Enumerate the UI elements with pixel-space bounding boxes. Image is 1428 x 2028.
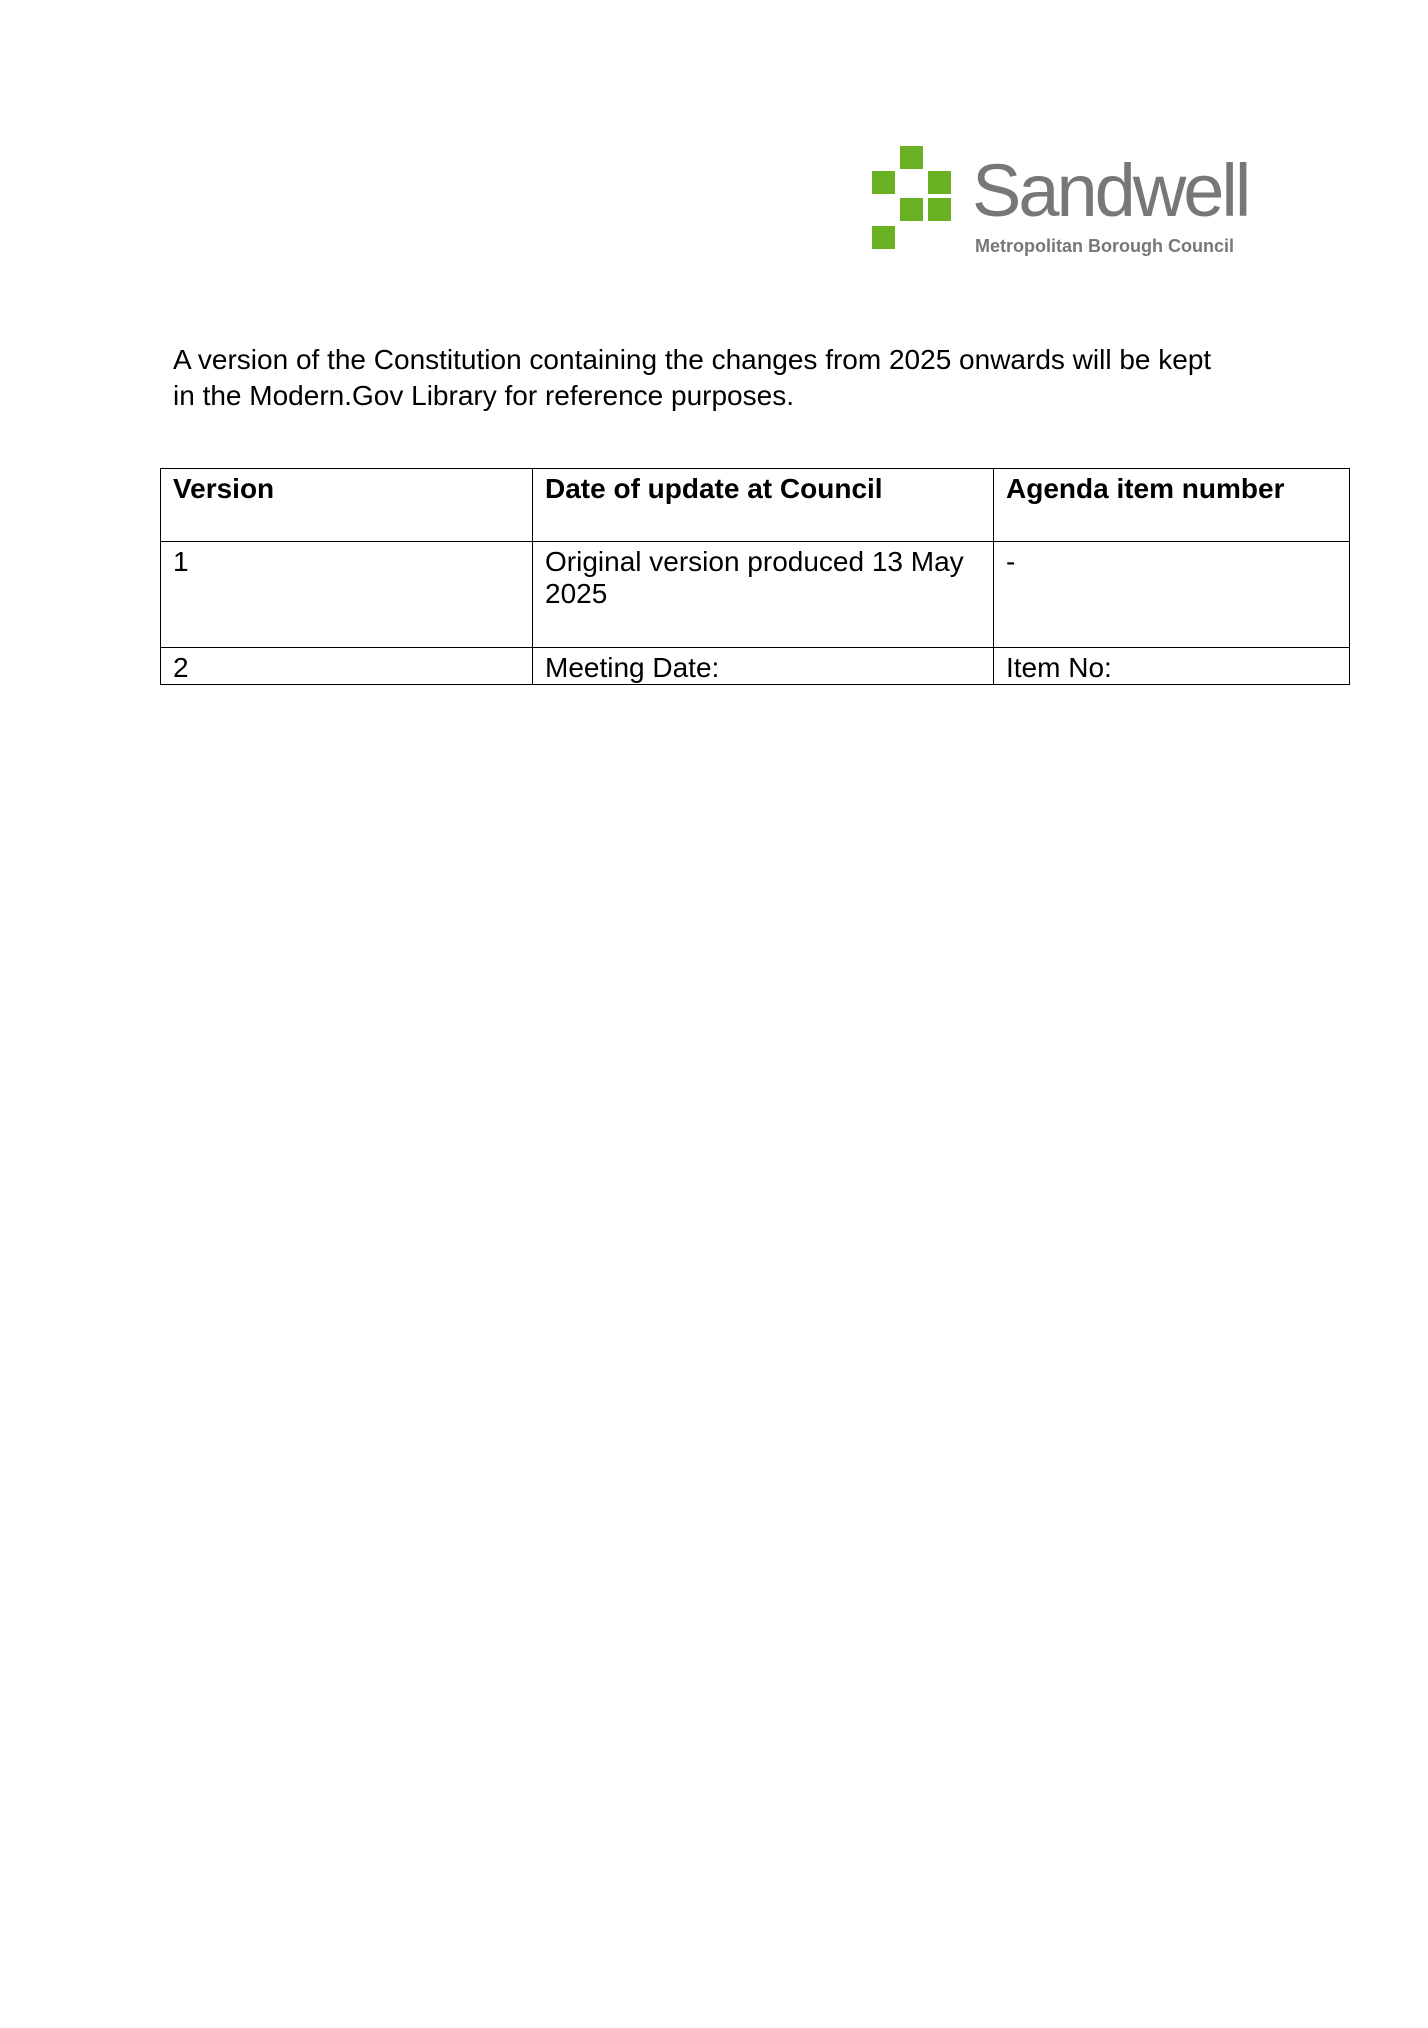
cell-version: 2 (161, 648, 533, 685)
logo-tagline: Metropolitan Borough Council (975, 236, 1234, 256)
cell-date-of-update: Original version produced 13 May 2025 (533, 542, 994, 648)
intro-paragraph (173, 342, 1293, 414)
logo-square-icon (900, 146, 923, 169)
cell-agenda-item: - (994, 542, 1350, 648)
logo-square-icon (928, 198, 951, 221)
logo-square-icon (872, 171, 895, 194)
cell-version: 1 (161, 542, 533, 648)
header-date-of-update: Date of update at Council (533, 469, 994, 542)
table-row (161, 648, 1350, 685)
header-agenda-item-number: Agenda item number (994, 469, 1350, 542)
cell-agenda-item: Item No: (994, 648, 1350, 685)
table-row (161, 542, 1350, 648)
intro-line: A version of the Constitution containing the changes from 2025 onwards will be kept (173, 344, 1212, 375)
logo-square-icon (928, 171, 951, 194)
logo-square-icon (872, 226, 895, 249)
cell-date-of-update: Meeting Date: (533, 648, 994, 685)
logo-square-icon (900, 198, 923, 221)
version-history-table (160, 468, 1350, 685)
logo-wordmark: Sandwell (972, 149, 1249, 232)
table-header-row (161, 469, 1350, 542)
header-version: Version (161, 469, 533, 542)
sandwell-logo (872, 146, 1292, 258)
intro-line: in the Modern.Gov Library for reference purposes. (173, 380, 794, 411)
